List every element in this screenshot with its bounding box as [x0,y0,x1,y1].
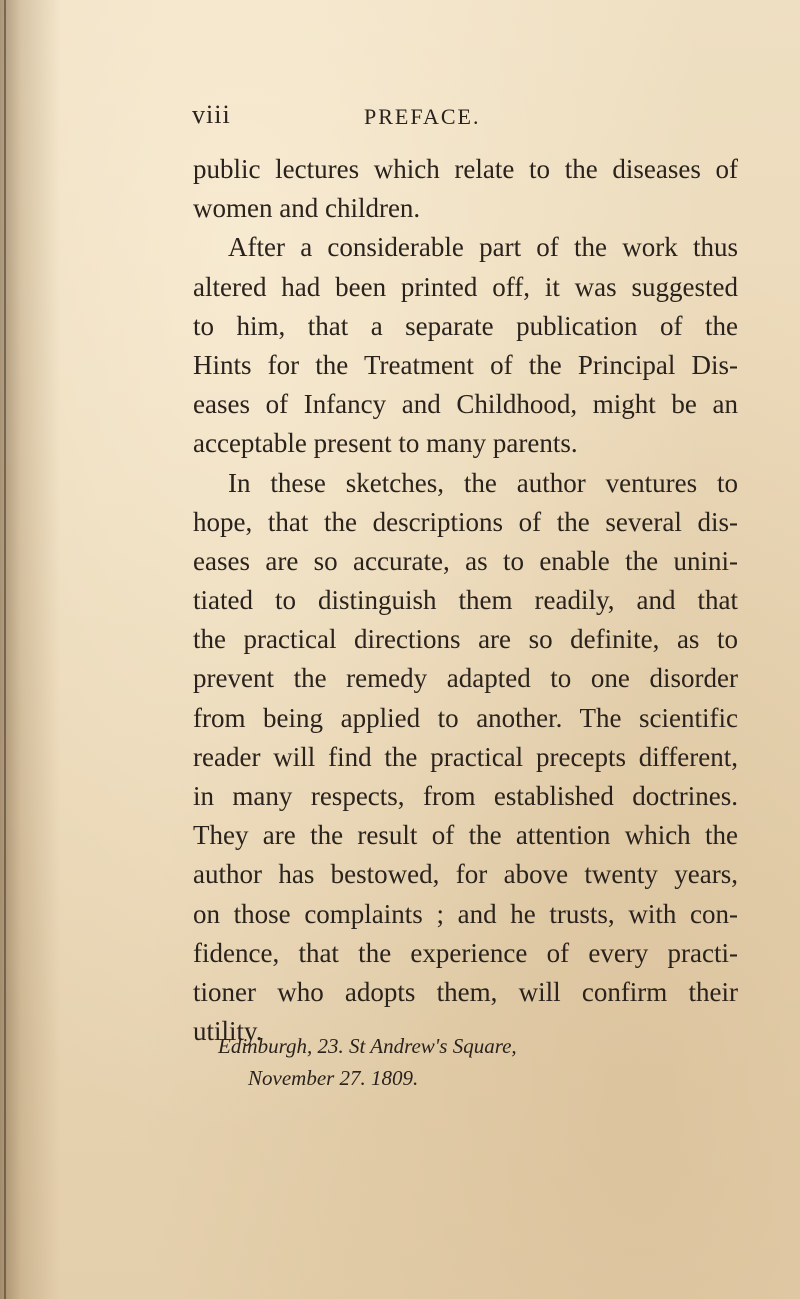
signature-date: November 27. 1809. [248,1066,419,1090]
text-line: utility. [193,1016,263,1047]
spine-shadow [0,0,60,1299]
text-line: tiated to distinguish them readily, and that [193,585,738,616]
page-edge [4,0,6,1299]
text-line: women and children. [193,193,421,224]
text-line: to him, that a separate publication of the [193,310,738,341]
text-line: on those complaints ; and he trusts, with con- [193,898,738,929]
running-head-title: PREFACE. [364,104,481,129]
text-line: tioner who adopts them, will confirm their [193,976,738,1007]
text-line: fidence, that the experience of every practi- [193,937,738,968]
text-line: eases of Infancy and Childhood, might be an [193,389,738,420]
signature-place: Edinburgh, 23. St Andrew's Square, [218,1034,517,1058]
text-line: author has bestowed, for above twenty years, [193,859,738,890]
text-line: prevent the remedy adapted to one disorder [193,663,738,694]
page-number: viii [192,100,231,129]
text-line: acceptable present to many parents. [193,428,578,459]
text-line: the practical directions are so definite, as to [193,624,738,655]
preface-body [193,150,738,1051]
text-line: reader will find the practical precepts different, [193,741,738,772]
text-line: After a considerable part of the work thus [228,232,738,263]
signature-block [218,1030,738,1094]
text-line: In these sketches, the author ventures to [228,467,738,498]
running-head [192,100,732,140]
text-line: from being applied to another. The scientific [193,702,738,733]
text-line: They are the result of the attention which the [193,820,738,851]
text-line: eases are so accurate, as to enable the unini- [193,545,738,576]
text-line: public lectures which relate to the diseases of [193,154,738,184]
text-line: hope, that the descriptions of the several dis- [193,506,738,537]
text-line: in many respects, from established doctrines. [193,781,738,811]
text-line: altered had been printed off, it was suggested [193,271,738,302]
text-line: Hints for the Treatment of the Principal Dis- [193,349,738,380]
